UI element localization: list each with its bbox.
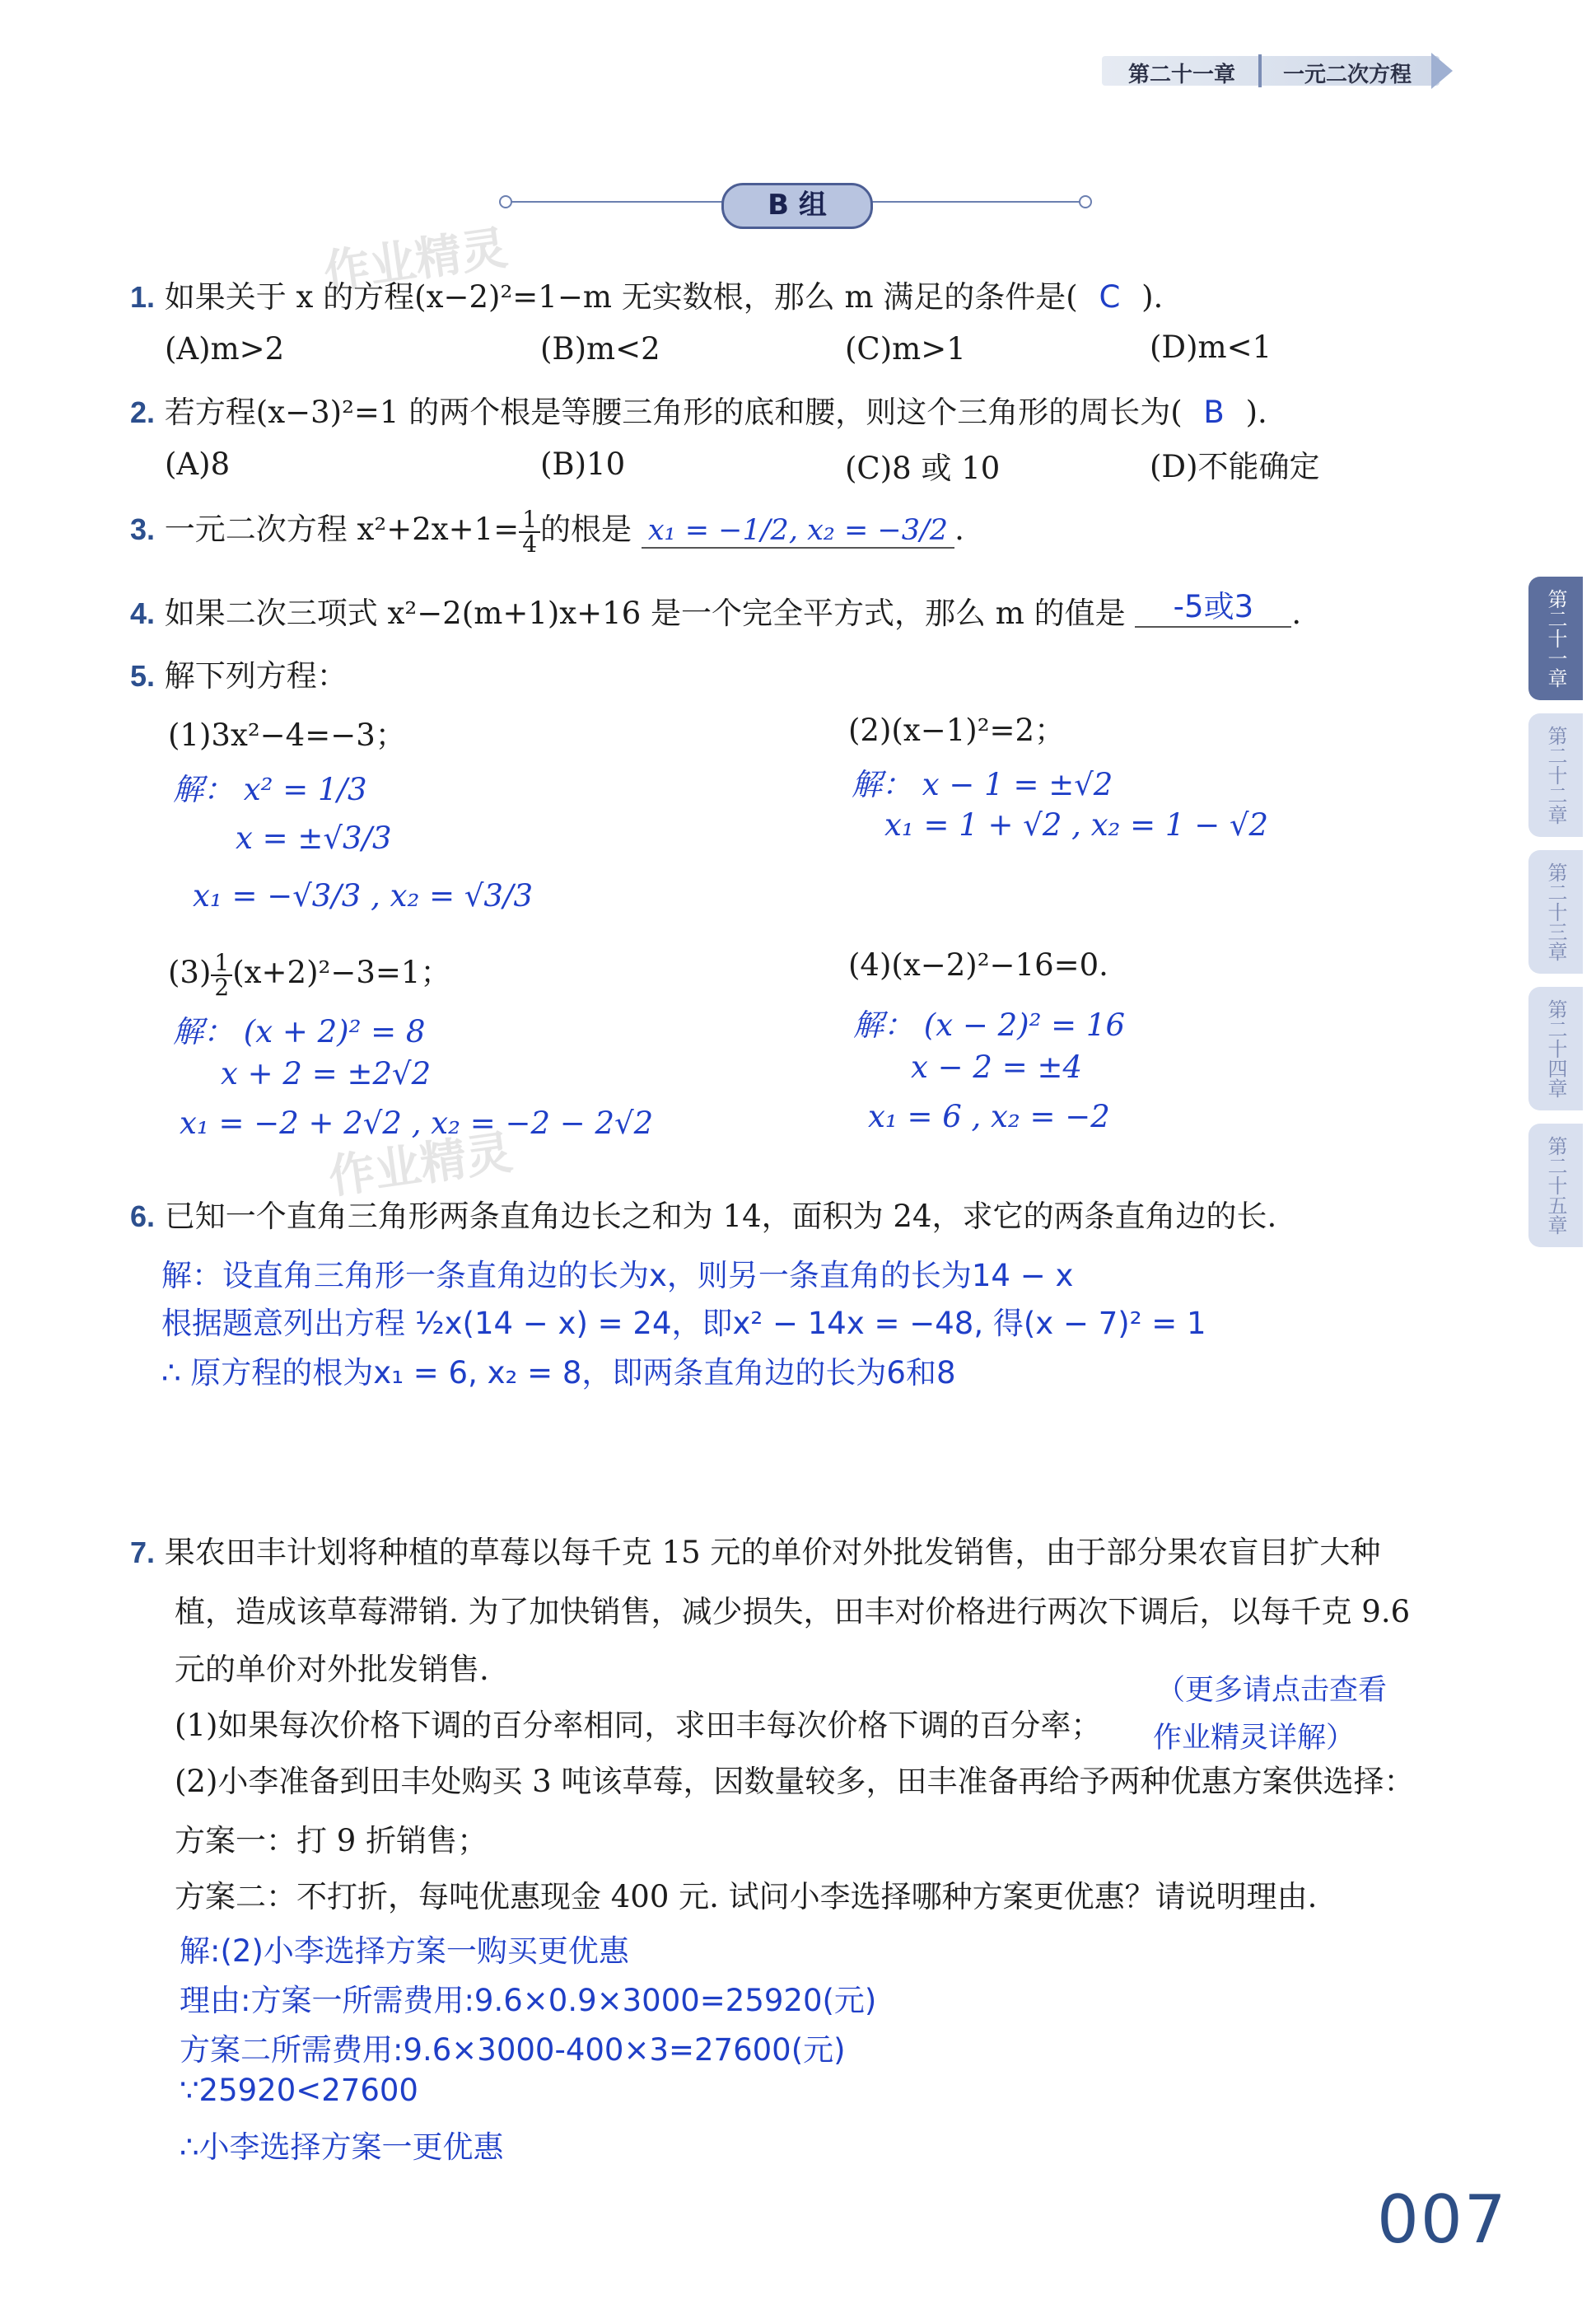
q1-option-c: (C)m>1: [845, 331, 966, 367]
header-title: 一元二次方程: [1283, 63, 1412, 87]
question-number: 7.: [130, 1535, 156, 1569]
question-close: ).: [1245, 395, 1267, 430]
q5-part-4-line-2: x − 2 = ±4: [911, 1049, 1082, 1085]
question-text: (1)如果每次价格下调的百分率相同，求田丰每次价格下调的百分率；: [175, 1708, 1102, 1743]
q1-option-a: (A)m>2: [165, 331, 285, 367]
question-2: [130, 387, 1267, 432]
question-text: 已知一个直角三角形两条直角边长之和为 14，面积为 24，求它的两条直角边的长.: [164, 1199, 1277, 1234]
q5-part-1-line-1: 解： x² = 1/3: [173, 772, 367, 807]
q5-part-1-line-3: x₁ = −√3/3 , x₂ = √3/3: [193, 878, 533, 914]
divider-dot-left: [499, 195, 512, 208]
answer: B: [1203, 395, 1225, 430]
q5-part-2-line-2: x₁ = 1 + √2 , x₂ = 1 − √2: [884, 807, 1269, 843]
q6-answer-line-2: 根据题意列出方程 ½x(14 − x) = 24，即x² − 14x = −48, 得(x − 7)² = 1: [161, 1306, 1206, 1341]
question-number: 6.: [130, 1199, 156, 1233]
question-text: 若方程(x−3)²=1 的两个根是等腰三角形的底和腰，则这个三角形的周长为(: [164, 395, 1183, 430]
question-text: 一元二次方程 x²+2x+1=: [164, 512, 520, 547]
question-close: .: [1291, 596, 1302, 631]
page-number: 007: [1377, 2181, 1508, 2258]
q5-part-3-line-1: 解： (x + 2)² = 8: [173, 1014, 426, 1049]
q6-answer-line-1: 解：设直角三角形一条直角边的长为x，则另一条直角的长为14 − x: [161, 1258, 1074, 1293]
question-3: [130, 504, 964, 556]
question-7: [130, 1527, 1380, 1572]
tab-chapter-24[interactable]: 第二十四章: [1528, 987, 1583, 1110]
watermark: 作业精灵: [325, 1125, 516, 1205]
q5-part-1-label: (1)3x²−4=−3；: [168, 717, 406, 753]
question-1: [130, 272, 1163, 316]
question-number: 2.: [130, 395, 156, 429]
question-text: 方案二：不打折，每吨优惠现金 400 元. 试问小李选择哪种方案更优惠？请说明理由.: [175, 1879, 1318, 1914]
tab-chapter-25[interactable]: 第二十五章: [1528, 1124, 1583, 1247]
header-separator: [1258, 54, 1262, 87]
q7-answer-line-4: ∵25920<27600: [180, 2073, 418, 2108]
question-text: (2)小李准备到田丰处购买 3 吨该草莓，因数量较多，田丰准备再给予两种优惠方案供选择：: [175, 1764, 1415, 1799]
q2-option-c: (C)8 或 10: [845, 451, 1001, 486]
question-text: 的根是: [540, 512, 632, 547]
q5-part-4-line-1: 解： (x − 2)² = 16: [853, 1007, 1126, 1043]
q6-answer-line-3: ∴ 原方程的根为x₁ = 6, x₂ = 8，即两条直角边的长为6和8: [161, 1355, 956, 1391]
answer: C: [1099, 279, 1121, 315]
q5-part-1-line-2: x = ±√3/3: [236, 820, 392, 856]
more-details-link[interactable]: （更多请点击查看: [1156, 1674, 1388, 1707]
q1-option-b: (B)m<2: [540, 331, 660, 367]
header-chapter: 第二十一章: [1128, 63, 1236, 87]
chapter-header: [1077, 51, 1464, 91]
question-number: 4.: [130, 596, 156, 630]
q2-option-b: (B)10: [540, 446, 626, 482]
question-text: 如果二次三项式 x²−2(m+1)x+16 是一个完全平方式，那么 m 的值是: [164, 596, 1126, 631]
question-number: 5.: [130, 659, 156, 693]
q5-part-4-line-3: x₁ = 6 , x₂ = −2: [868, 1099, 1110, 1134]
q5-part-2-label: (2)(x−1)²=2；: [848, 713, 1066, 748]
answer: -5或3: [1135, 582, 1291, 628]
watermark: 作业精灵: [320, 221, 511, 301]
question-text: 植，造成该草莓滞销. 为了加快销售，减少损失，田丰对价格进行两次下调后，以每千克 9.6: [175, 1594, 1411, 1629]
fraction: $\frac{1}{4}$: [519, 508, 540, 556]
group-title: B 组: [721, 183, 873, 229]
more-details-link[interactable]: 作业精灵详解）: [1153, 1722, 1356, 1755]
question-number: 3.: [130, 512, 156, 546]
q2-option-a: (A)8: [165, 446, 231, 482]
question-close: ).: [1141, 279, 1164, 315]
fraction: $\frac{1}{2}$: [211, 951, 232, 999]
q7-answer-line-3: 方案二所需费用:9.6×3000-400×3=27600(元): [180, 2032, 846, 2068]
question-6: [130, 1191, 1276, 1236]
q5-part-3-line-2: x + 2 = ±2√2: [221, 1056, 432, 1091]
q5-part-3-line-3: x₁ = −2 + 2√2 , x₂ = −2 − 2√2: [180, 1105, 654, 1141]
tab-chapter-21[interactable]: 第二十一章: [1528, 577, 1583, 700]
q5-part-2-line-1: 解： x − 1 = ±√2: [852, 767, 1113, 802]
q7-answer-line-5: ∴小李选择方案一更优惠: [180, 2129, 504, 2165]
question-close: .: [954, 512, 964, 547]
chevron-right-icon: [1431, 53, 1453, 89]
q7-answer-line-2: 理由:方案一所需费用:9.6×0.9×3000=25920(元): [180, 1983, 877, 2018]
question-text: 果农田丰计划将种植的草莓以每千克 15 元的单价对外批发销售，由于部分果农盲目扩大种: [164, 1535, 1381, 1570]
answer: x₁ = −1/2, x₂ = −3/2: [642, 514, 954, 549]
question-text: 解下列方程：: [164, 658, 348, 694]
q5-part-4-label: (4)(x−2)²−16=0.: [848, 947, 1108, 983]
q1-option-d: (D)m<1: [1150, 330, 1272, 365]
question-text: 方案一：打 9 折销售；: [175, 1823, 488, 1858]
question-4: [130, 588, 1301, 634]
q7-answer-line-1: 解:(2)小李选择方案一购买更优惠: [180, 1933, 629, 1969]
tab-chapter-23[interactable]: 第二十三章: [1528, 850, 1583, 974]
question-text: 元的单价对外批发销售.: [175, 1652, 489, 1687]
question-number: 1.: [130, 280, 156, 314]
q5-part-3-label: (3) $\frac{1}{2}$ (x+2)²−3=1；: [168, 948, 451, 1001]
question-5: [130, 651, 348, 695]
question-text: 如果关于 x 的方程(x−2)²=1−m 无实数根，那么 m 满足的条件是(: [164, 279, 1078, 315]
q2-option-d: (D)不能确定: [1150, 449, 1320, 484]
divider-dot-right: [1079, 195, 1092, 208]
tab-chapter-22[interactable]: 第二十二章: [1528, 713, 1583, 837]
